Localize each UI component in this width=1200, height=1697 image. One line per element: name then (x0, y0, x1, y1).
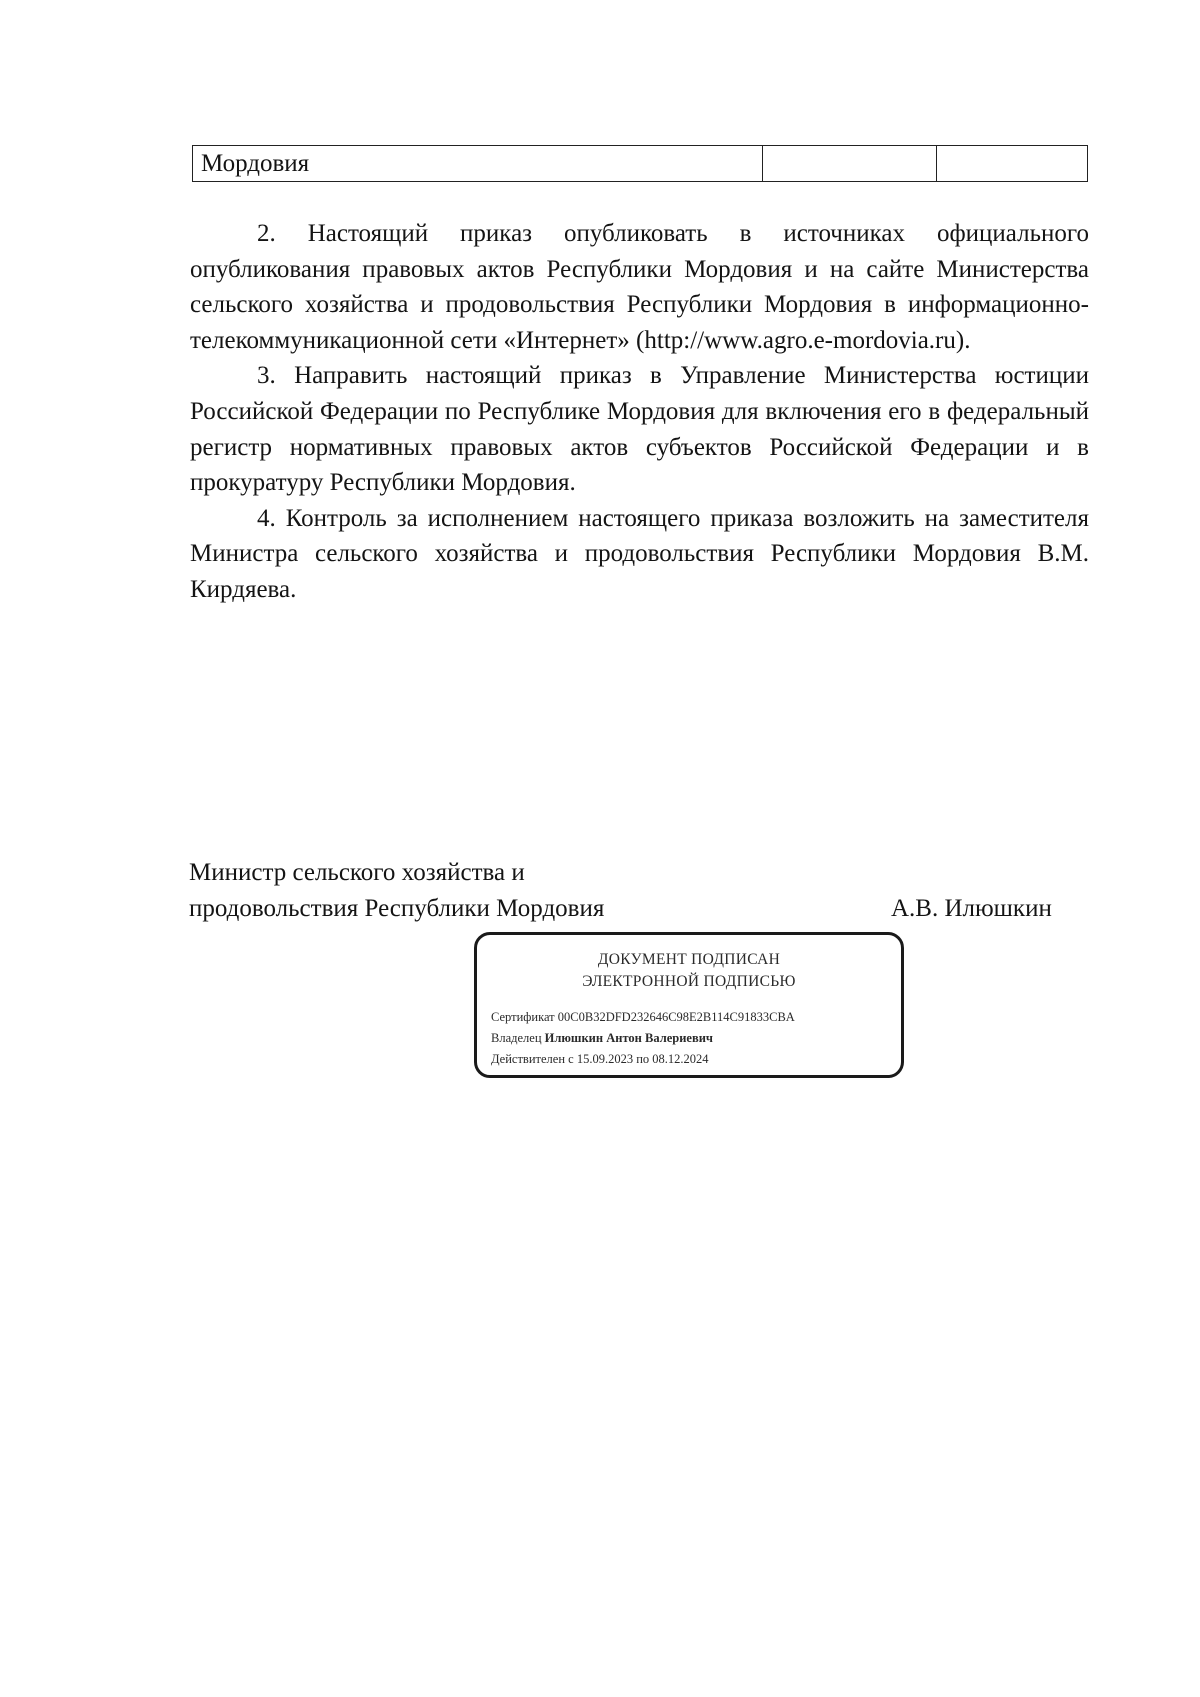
valid-to-label: по (636, 1052, 650, 1066)
stamp-details (477, 1007, 901, 1070)
stamp-header-line: ЭЛЕКТРОННОЙ ПОДПИСЬЮ (582, 973, 796, 990)
certificate-value: 00C0B32DFD232646C98E2B114C91833CBA (557, 1010, 795, 1024)
certificate-label: Сертификат (491, 1010, 555, 1024)
owner-label: Владелец (491, 1031, 542, 1045)
order-paragraphs (190, 216, 1089, 608)
signatory-name: А.В. Илюшкин (891, 895, 1052, 922)
stamp-header-line: ДОКУМЕНТ ПОДПИСАН (597, 951, 781, 968)
stamp-certificate (491, 1007, 901, 1028)
stamp-validity (491, 1049, 901, 1070)
table-cell (762, 146, 937, 182)
paragraph-justice-registry: 3. Направить настоящий приказ в Управление Министерства юстиции Российской Федерации по Республике Мордовия для включения его в федеральный регистр нормативных правовых актов субъектов Российской Федерации и в прокуратуру Республики Мордовия. (190, 362, 1089, 497)
table-row (193, 146, 1088, 182)
table-cell: Мордовия (193, 146, 763, 182)
valid-from: 15.09.2023 (576, 1052, 634, 1066)
table-fragment (192, 145, 1088, 182)
table-cell (937, 146, 1088, 182)
signatory-position-line: продовольствия Республики Мордовия (189, 895, 605, 922)
paragraph-control: 4. Контроль за исполнением настоящего приказа возложить на заместителя Министра сельского хозяйства и продовольствия Республики Мордовия В.М. Кирдяева. (190, 504, 1089, 603)
valid-to: 08.12.2024 (652, 1052, 709, 1066)
electronic-signature-stamp (474, 932, 904, 1078)
paragraph-publication: 2. Настоящий приказ опубликовать в источниках официального опубликования правовых актов Республики Мордовия и на сайте Министерства сельского хозяйства и продовольствия Республики Мордовия в информационно-телекоммуникационной сети «Интернет» (http://www.agro.e-mordovia.ru). (190, 220, 1089, 354)
owner-value: Илюшкин Антон Валериевич (544, 1031, 713, 1045)
signatory-position (189, 855, 604, 927)
stamp-owner (491, 1028, 901, 1049)
stamp-header (477, 949, 901, 993)
signatory-position-line: Министр сельского хозяйства и (189, 859, 525, 886)
valid-label: Действителен с (491, 1052, 574, 1066)
